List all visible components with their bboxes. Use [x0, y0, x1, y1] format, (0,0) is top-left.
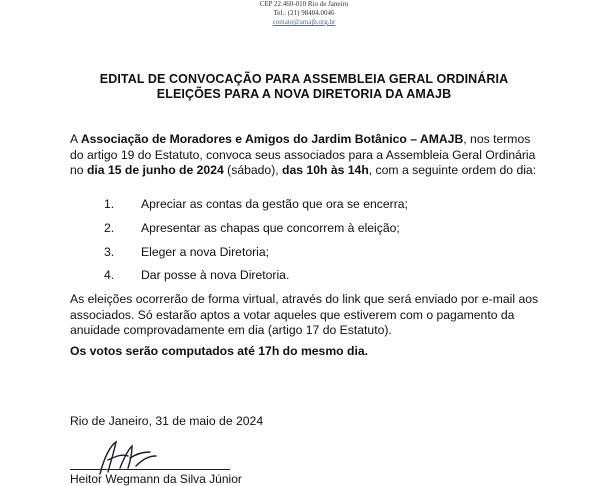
assembly-date: dia 15 de junho de 2024 [86, 163, 224, 177]
agenda-item-text: Apresentar as chapas que concorrem à eleição; [141, 221, 400, 235]
letterhead-phone: Tel.: (21) 98404.0046 [273, 9, 335, 17]
agenda-item [104, 245, 269, 260]
document-title [0, 72, 608, 102]
agenda-item-number: 3. [104, 245, 115, 259]
agenda-item-text: Eleger a nova Diretoria; [141, 245, 270, 259]
agenda-item-number: 2. [104, 221, 115, 235]
agenda-item [104, 268, 289, 283]
agenda-item-text: Apreciar as contas da gestão que ora se encerra; [141, 197, 408, 211]
letterhead-address: CEP 22.460-010 Rio de Janeiro [259, 0, 349, 8]
intro-paragraph [70, 132, 540, 179]
intro-middle: , nos termos do artigo 19 do Estatuto, convoca seus associados para a Assembleia Geral Ordinária no [70, 132, 536, 177]
signature-line [70, 469, 230, 470]
intro-suffix: , com a seguinte ordem do dia: [368, 163, 537, 177]
letterhead-email[interactable]: contato@amajb.org.br [272, 18, 336, 26]
election-note: As eleições ocorrerão de forma virtual, através do link que será enviado por e-mail aos associados. Só estarão aptos a votar aqueles que estiverem com o pagamento da anuidade comprovadamente em dia (artigo 17 do Estatuto). [70, 292, 539, 337]
agenda-item-number: 4. [104, 268, 115, 282]
letterhead [0, 0, 608, 27]
agenda-item-text: Dar posse à nova Diretoria. [141, 268, 290, 282]
agenda-item [104, 221, 400, 236]
organization-name: Associação de Moradores e Amigos do Jardim Botânico – AMAJB [80, 132, 464, 146]
place-date: Rio de Janeiro, 31 de maio de 2024 [70, 414, 264, 428]
title-line-2: ELEIÇÕES PARA A NOVA DIRETORIA DA AMAJB [156, 87, 452, 101]
signer-name: Heitor Wegmann da Silva Júnior [70, 472, 242, 486]
assembly-weekday: (sábado), [223, 163, 283, 177]
title-line-1: EDITAL DE CONVOCAÇÃO PARA ASSEMBLEIA GERAL ORDINÁRIA [99, 72, 509, 86]
votes-note: Os votos serão computados até 17h do mesmo dia. [70, 344, 368, 358]
intro-prefix: A [70, 132, 81, 146]
agenda-item [104, 197, 408, 212]
assembly-hours: das 10h às 14h [282, 163, 369, 177]
agenda-item-number: 1. [104, 197, 115, 211]
